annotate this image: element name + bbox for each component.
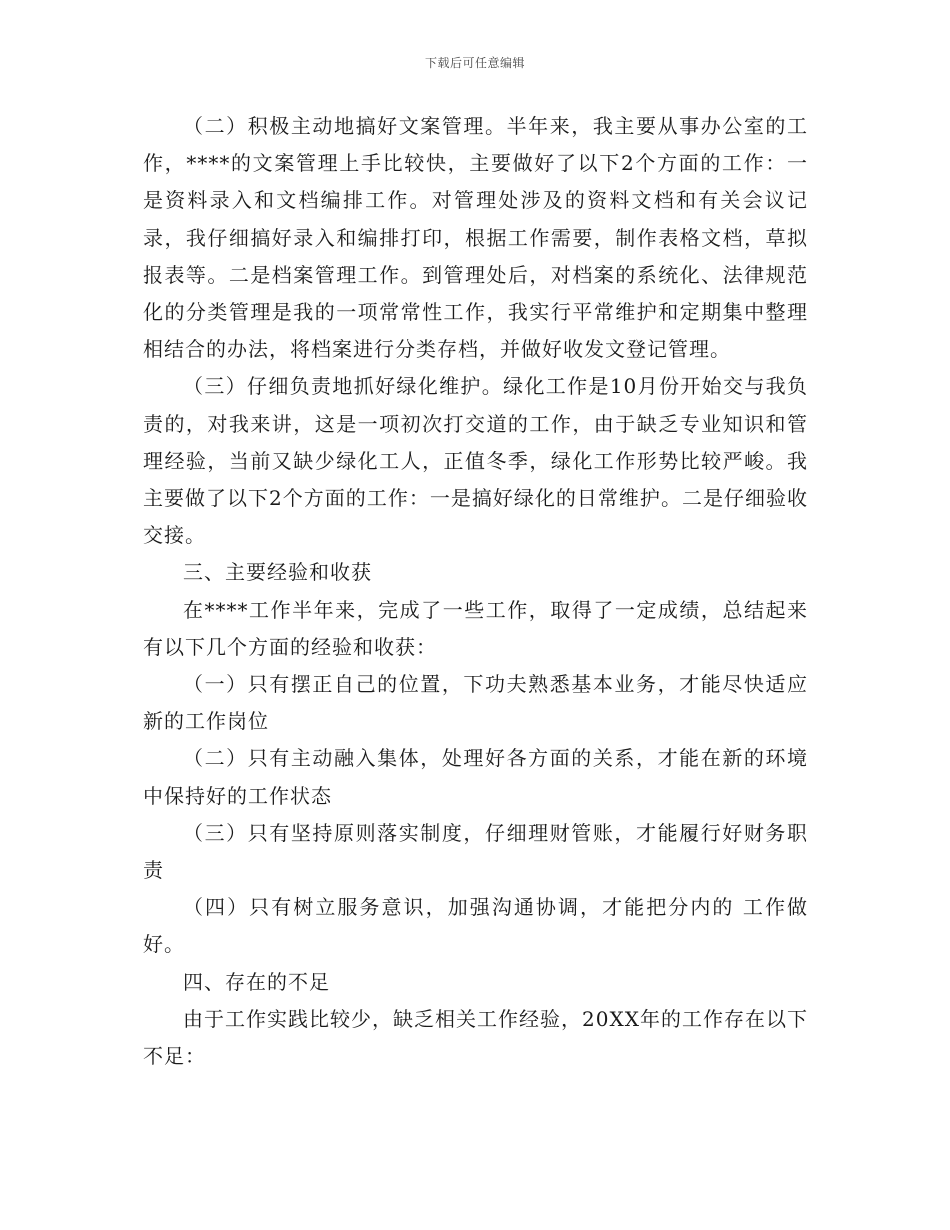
paragraph-experience-intro: 在****工作半年来，完成了一些工作，取得了一定成绩，总结起来有以下几个方面的经验和收获：: [143, 597, 808, 659]
paragraph-shortcomings-intro: 由于工作实践比较少，缺乏相关工作经验，20XX年的工作存在以下不足：: [143, 1006, 808, 1069]
paragraph-experience-2: （二）只有主动融入集体，处理好各方面的关系，才能在新的环境中保持好的工作状态: [143, 746, 808, 808]
paragraph-document-management: （二）积极主动地搞好文案管理。半年来，我主要从事办公室的工作，****的文案管理上手比较快，主要做好了以下2个方面的工作：一是资料录入和文档编排工作。对管理处涉及的资料文档和有关会议记录，我仔细搞好录入和编排打印，根据工作需要，制作表格文档，草拟报表等。二是档案管理工作。到管理处后，对档案的系统化、法律规范化的分类管理是我的一项常常性工作，我实行平常维护和定期集中整理相结合的办法，将档案进行分类存档，并做好收发文登记管理。: [143, 114, 808, 362]
paragraph-greening-maintenance: （三）仔细负责地抓好绿化维护。绿化工作是10月份开始交与我负责的，对我来讲，这是一项初次打交道的工作，由于缺乏专业知识和管理经验，当前又缺少绿化工人，正值冬季，绿化工作形势比较严峻。我主要做了以下2个方面的工作：一是搞好绿化的日常维护。二是仔细验收交接。: [143, 374, 808, 548]
section-heading-shortcomings: 四、存在的不足: [183, 969, 330, 994]
section-heading-experience: 三、主要经验和收获: [183, 560, 372, 585]
paragraph-experience-3: （三）只有坚持原则落实制度，仔细理财管账，才能履行好财务职责: [143, 820, 808, 883]
document-body: [143, 108, 808, 1075]
paragraph-experience-4: （四）只有树立服务意识，加强沟通协调，才能把分内的 工作做好。: [143, 895, 808, 957]
page-header: 下载后可任意编辑: [424, 56, 525, 70]
paragraph-experience-1: （一）只有摆正自己的位置，下功夫熟悉基本业务，才能尽快适应新的工作岗位: [143, 672, 808, 734]
